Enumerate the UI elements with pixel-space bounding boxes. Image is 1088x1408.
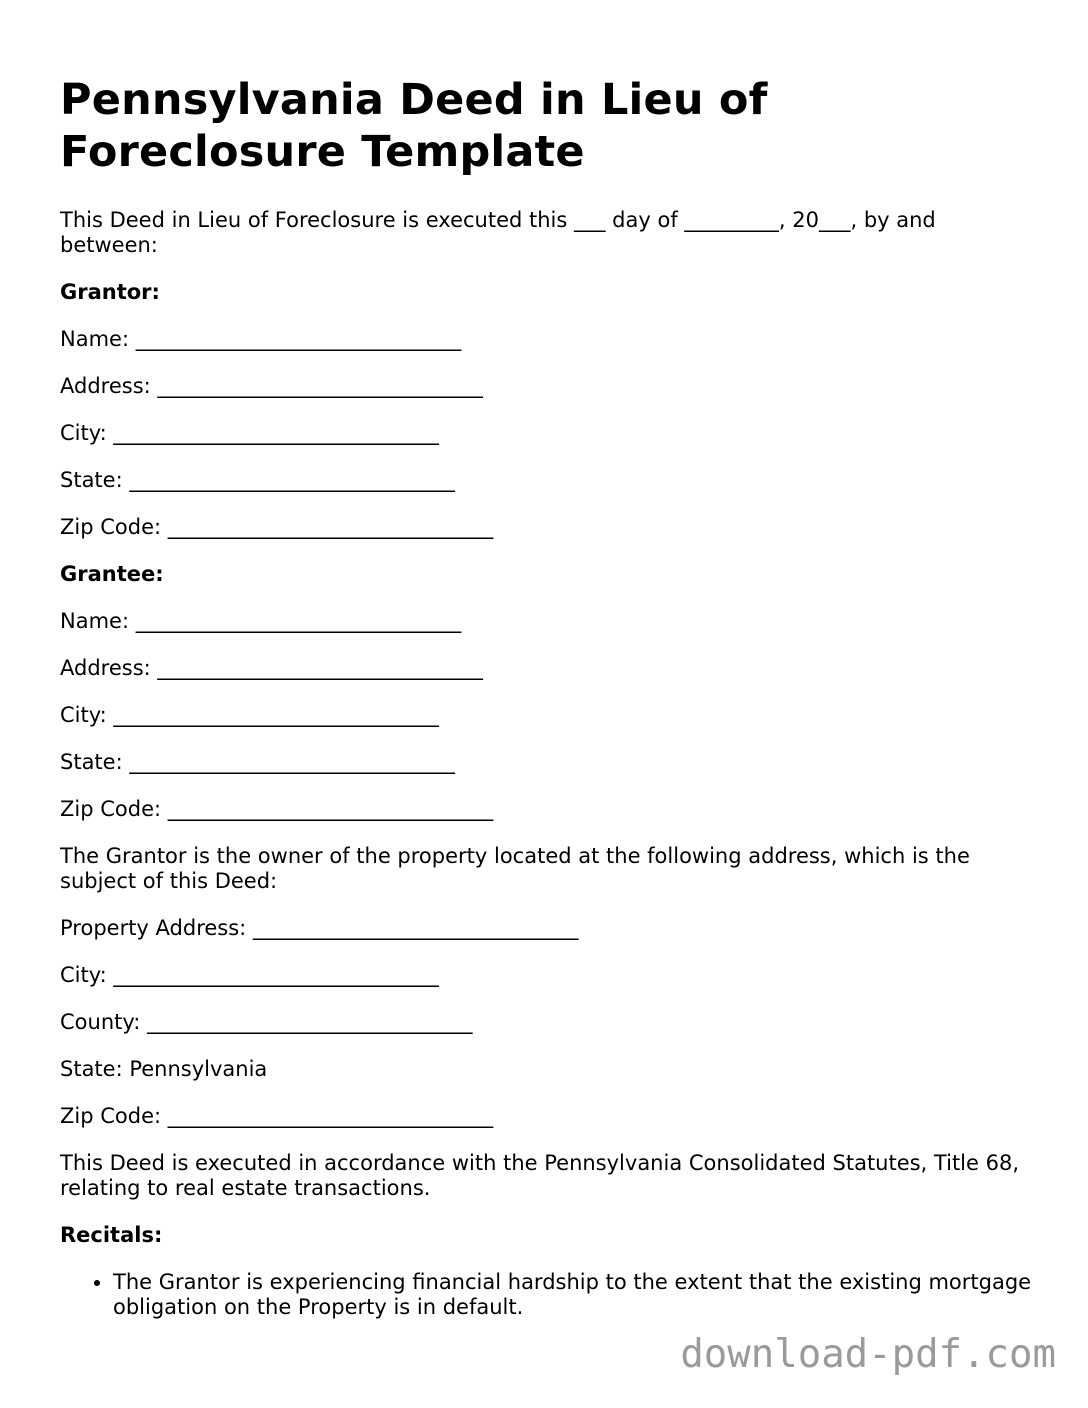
grantor-zip-field: Zip Code: _______________________________	[60, 515, 494, 539]
grantor-heading: Grantor:	[60, 280, 160, 304]
watermark-text: download-pdf.com	[680, 1332, 1056, 1377]
grantee-state-field: State: _______________________________	[60, 750, 455, 774]
property-intro-paragraph: The Grantor is the owner of the property located at the following address, which is the subject of this Deed:	[60, 844, 970, 893]
grantee-city-field: City: _______________________________	[60, 703, 439, 727]
property-zip-field: Zip Code: _______________________________	[60, 1104, 494, 1128]
property-city-field: City: _______________________________	[60, 963, 439, 987]
recitals-list	[60, 1270, 1035, 1320]
grantor-address-field: Address: _______________________________	[60, 374, 483, 398]
intro-paragraph: This Deed in Lieu of Foreclosure is executed this ___ day of _________, 20___, by and between:	[60, 208, 936, 257]
document-page	[60, 74, 1035, 1320]
grantee-zip-field: Zip Code: _______________________________	[60, 797, 494, 821]
property-address-field: Property Address: _______________________________	[60, 916, 579, 940]
document-title: Pennsylvania Deed in Lieu of Foreclosure Template	[60, 75, 768, 177]
statute-paragraph: This Deed is executed in accordance with the Pennsylvania Consolidated Statutes, Title 68, relating to real estate transactions.	[60, 1151, 1020, 1200]
grantee-address-field: Address: _______________________________	[60, 656, 483, 680]
recitals-heading: Recitals:	[60, 1223, 163, 1247]
recital-item: • The Grantor is experiencing financial hardship to the extent that the existing mortgage obligation on the Property is in default.	[113, 1270, 1035, 1320]
property-state-field: State: Pennsylvania	[60, 1057, 268, 1081]
grantor-city-field: City: _______________________________	[60, 421, 439, 445]
grantor-state-field: State: _______________________________	[60, 468, 455, 492]
grantor-name-field: Name: _______________________________	[60, 327, 462, 351]
grantee-heading: Grantee:	[60, 562, 164, 586]
grantee-name-field: Name: _______________________________	[60, 609, 462, 633]
property-county-field: County: _______________________________	[60, 1010, 473, 1034]
